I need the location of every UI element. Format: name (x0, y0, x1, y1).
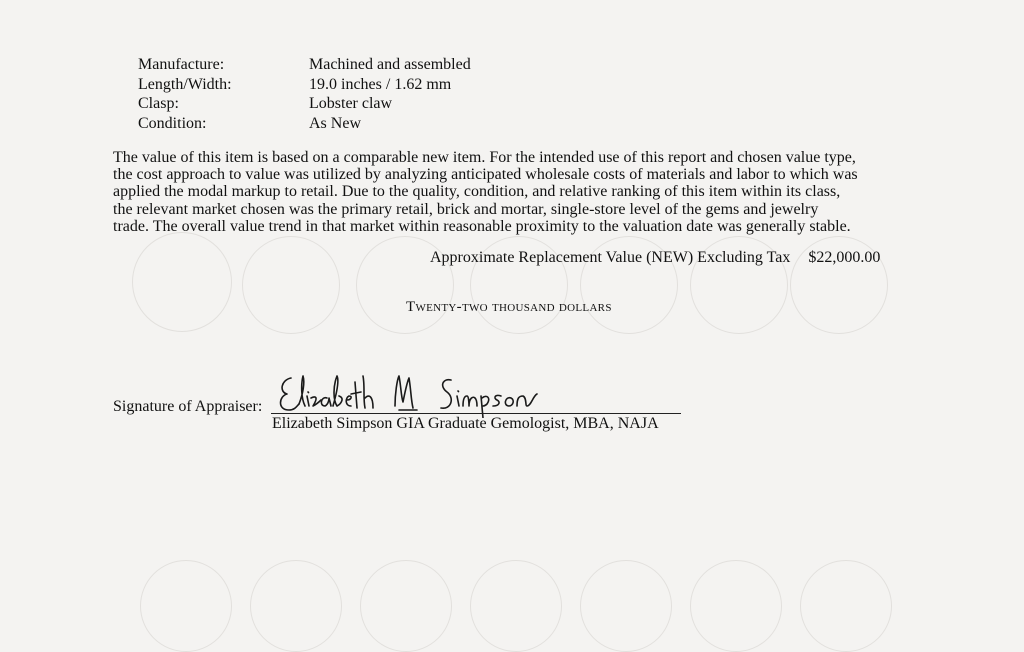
spec-label: Length/Width: (138, 75, 232, 93)
spec-label: Manufacture: (138, 56, 225, 73)
show-through-diamond-8 (140, 560, 232, 652)
paragraph-line: trade. The overall value trend in that market within reasonable proximity to the valuation date was generally stable. (113, 217, 851, 235)
show-through-diamond-2 (242, 236, 340, 334)
signature-line (271, 413, 681, 414)
spec-value: 19.0 inches / 1.62 mm (309, 75, 452, 93)
spec-row (138, 55, 471, 75)
spec-value: Machined and assembled (309, 56, 471, 73)
handwritten-signature (275, 366, 545, 418)
show-through-diamond-13 (690, 560, 782, 652)
show-through-diamond-12 (580, 560, 672, 652)
spec-value: Lobster claw (309, 95, 393, 112)
amount-in-words: Twenty-two thousand dollars (406, 299, 612, 315)
spec-label: Condition: (138, 114, 207, 132)
replacement-value-label: Approximate Replacement Value (NEW) Excluding Tax (430, 249, 791, 266)
show-through-diamond-11 (470, 560, 562, 652)
spec-row (138, 75, 471, 95)
paragraph-line: applied the modal markup to retail. Due to the quality, condition, and relative ranking of this item within its class, (113, 183, 841, 201)
appraiser-name: Elizabeth Simpson GIA Graduate Gemologist, MBA, NAJA (272, 415, 659, 432)
spec-row (138, 114, 471, 134)
show-through-diamond-14 (800, 560, 892, 652)
signature-label: Signature of Appraiser: (113, 398, 263, 415)
show-through-diamond-10 (360, 560, 452, 652)
replacement-value (430, 248, 880, 268)
paragraph-line: The value of this item is based on a comparable new item. For the intended use of this report and chosen value type, (113, 149, 856, 166)
spec-label: Clasp: (138, 95, 179, 112)
replacement-value-amount: $22,000.00 (808, 249, 881, 266)
paragraph-line: the cost approach to value was utilized by analyzing anticipated wholesale costs of materials and labor to which was (113, 166, 858, 184)
show-through-diamond-1 (132, 232, 232, 332)
show-through-diamond-9 (250, 560, 342, 652)
paragraph-line: the relevant market chosen was the primary retail, brick and mortar, single-store level of the gems and jewelry (113, 200, 819, 218)
spec-value: As New (309, 114, 361, 132)
spec-row (138, 94, 471, 114)
item-specifications (138, 55, 471, 133)
valuation-paragraph (113, 149, 913, 235)
